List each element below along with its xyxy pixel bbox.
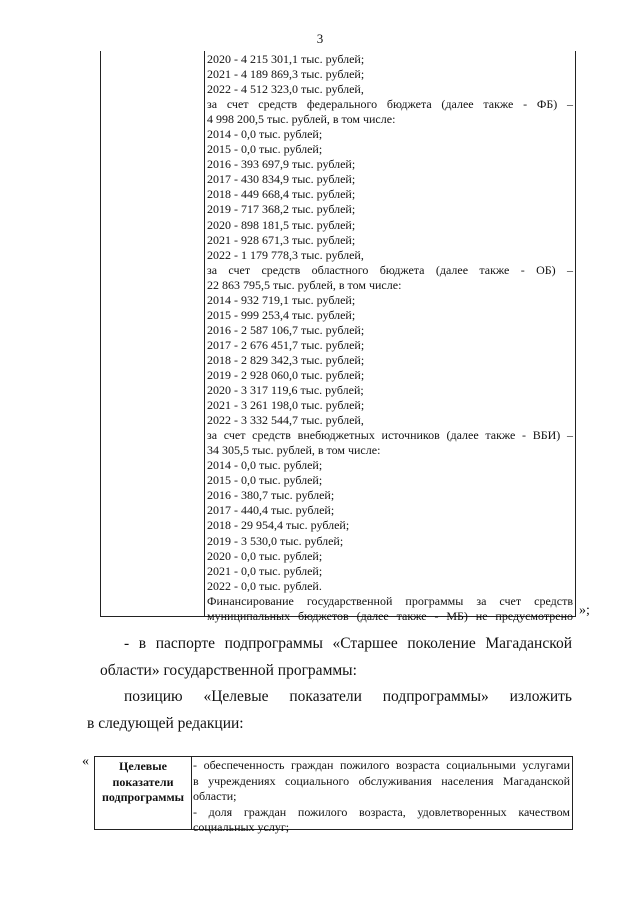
funding-line: за счет средств областного бюджета (далее также - ОБ) –: [207, 262, 573, 277]
funding-line: 2022 - 1 179 778,3 тыс. рублей,: [207, 247, 364, 262]
funding-line: муниципальных бюджетов (далее также - МБ) не предусмотрено: [207, 608, 573, 623]
table-column-divider: [204, 51, 205, 616]
funding-line: 22 863 795,5 тыс. рублей, в том числе:: [207, 277, 402, 292]
funding-line: 2015 - 0,0 тыс. рублей;: [207, 473, 323, 488]
funding-line: 2019 - 717 368,2 тыс. рублей;: [207, 202, 356, 217]
indicator-table: [94, 756, 573, 834]
funding-line: 2014 - 0,0 тыс. рублей;: [207, 458, 323, 473]
indicator-cell: [193, 758, 570, 836]
funding-line: 2016 - 393 697,9 тыс. рублей;: [207, 157, 356, 172]
funding-line: 2020 - 4 215 301,1 тыс. рублей;: [207, 52, 365, 66]
funding-line: 2018 - 449 668,4 тыс. рублей;: [207, 187, 356, 202]
page-number: 3: [316, 31, 324, 46]
paragraph-edition: в следующей редакции:: [87, 715, 244, 732]
funding-line: 2014 - 932 719,1 тыс. рублей;: [207, 292, 356, 307]
funding-line: 2017 - 440,4 тыс. рублей;: [207, 503, 335, 518]
funding-line: 2021 - 928 671,3 тыс. рублей;: [207, 232, 356, 247]
funding-line: 2018 - 29 954,4 тыс. рублей;: [207, 518, 350, 533]
paragraph-region: области» государственной программы:: [100, 662, 357, 679]
funding-line: Финансирование государственной программы за счет средств: [207, 593, 573, 608]
funding-line: 2020 - 898 181,5 тыс. рублей;: [207, 217, 356, 232]
funding-line: 2020 - 3 317 119,6 тыс. рублей;: [207, 383, 364, 398]
indicator-line: - доля граждан пожилого возраста, удовлетворенных качеством: [193, 804, 570, 819]
funding-line: 4 998 200,5 тыс. рублей, в том числе:: [207, 112, 396, 127]
indicator-line: области;: [193, 789, 237, 803]
funding-line: 2016 - 380,7 тыс. рублей;: [207, 488, 335, 503]
funding-line: 2018 - 2 829 342,3 тыс. рублей;: [207, 352, 365, 367]
funding-line: 2016 - 2 587 106,7 тыс. рублей;: [207, 322, 365, 337]
table-column-divider: [191, 757, 192, 829]
indicator-line: социальных услуг;: [193, 820, 290, 834]
funding-line: 2022 - 4 512 323,0 тыс. рублей,: [207, 82, 364, 97]
indicator-line: - обеспеченность граждан пожилого возраста социальными услугами: [193, 758, 570, 772]
funding-line: 2015 - 999 253,4 тыс. рублей;: [207, 307, 356, 322]
opening-quote: «: [82, 754, 89, 769]
funding-line: 2017 - 2 676 451,7 тыс. рублей;: [207, 337, 365, 352]
paragraph-passport: - в паспорте подпрограммы «Старшее поколение Магаданской: [124, 635, 572, 652]
closing-quote: »;: [579, 603, 590, 618]
paragraph-position: позицию «Целевые показатели подпрограммы» изложить: [124, 688, 572, 705]
funding-cell: [207, 52, 573, 624]
funding-line: 2022 - 0,0 тыс. рублей.: [207, 578, 322, 593]
funding-line: 2020 - 0,0 тыс. рублей;: [207, 548, 323, 563]
funding-line: 2017 - 430 834,9 тыс. рублей;: [207, 172, 356, 187]
funding-line: 2021 - 0,0 тыс. рублей;: [207, 563, 323, 578]
funding-line: 2022 - 3 332 544,7 тыс. рублей,: [207, 413, 364, 428]
indicator-header: Целевые показатели подпрограммы: [101, 759, 185, 804]
funding-line: 2014 - 0,0 тыс. рублей;: [207, 127, 323, 142]
funding-line: 2019 - 2 928 060,0 тыс. рублей;: [207, 367, 365, 382]
funding-line: 2021 - 4 189 869,3 тыс. рублей;: [207, 67, 365, 82]
funding-line: 2019 - 3 530,0 тыс. рублей;: [207, 533, 344, 548]
funding-line: 2015 - 0,0 тыс. рублей;: [207, 142, 323, 157]
funding-line: 34 305,5 тыс. рублей, в том числе:: [207, 443, 381, 458]
funding-line: за счет средств федерального бюджета (далее также - ФБ) –: [207, 97, 573, 112]
funding-line: 2021 - 3 261 198,0 тыс. рублей;: [207, 398, 365, 413]
funding-table: [100, 51, 576, 623]
funding-line: за счет средств внебюджетных источников (далее также - ВБИ) –: [207, 428, 573, 443]
indicator-line: в учреждениях социального обслуживания населения Магаданской: [193, 773, 570, 788]
